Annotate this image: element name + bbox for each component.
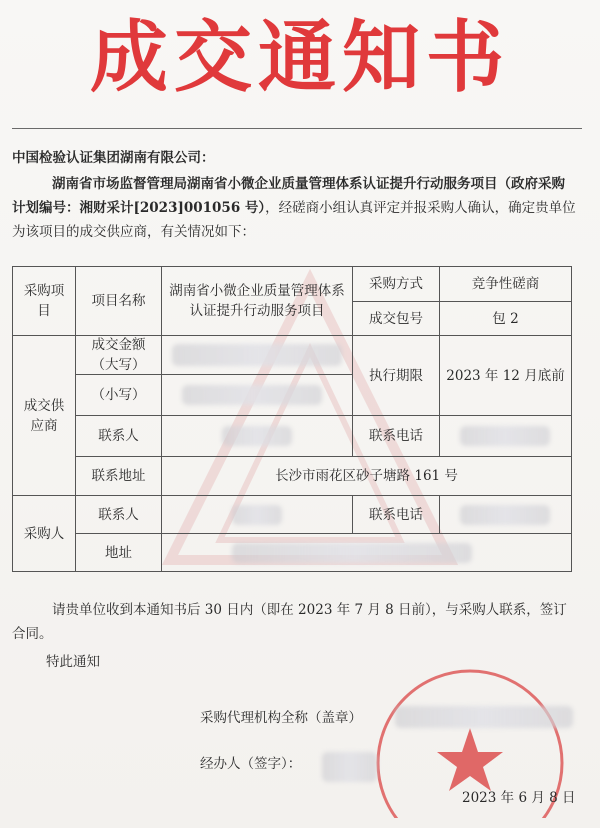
agency-name-redacted xyxy=(395,706,573,728)
addressee: 中国检验认证集团湖南有限公司： xyxy=(12,150,215,166)
address-value: 长沙市雨花区砂子塘路 161 号 xyxy=(161,456,572,496)
supplier-contact-label: 联系人 xyxy=(75,415,162,457)
purchaser-phone-label: 联系电话 xyxy=(352,495,440,534)
supplier-phone-value xyxy=(439,415,572,457)
package-label: 成交包号 xyxy=(352,301,440,336)
notice-paragraph: 请贵单位收到本通知书后 30 日内（即在 2023 年 7 月 8 日前），与采购人联系，签订合同。 xyxy=(12,602,567,642)
purchaser-phone-value xyxy=(439,495,572,534)
project-name-value: 湖南省小微企业质量管理体系认证提升行动服务项目 xyxy=(161,266,353,336)
amount-upper-value xyxy=(161,335,353,375)
amount-lower-value xyxy=(161,374,353,416)
period-value: 2023 年 12 月底前 xyxy=(439,335,572,416)
handler-signature-redacted xyxy=(322,752,377,782)
supplier-phone-label: 联系电话 xyxy=(352,415,440,457)
supplier-contact-value xyxy=(161,415,353,457)
supplier-label: 成交供应商 xyxy=(12,335,76,496)
package-value: 包 2 xyxy=(439,301,572,336)
purchaser-contact-label: 联系人 xyxy=(75,495,162,534)
purchase-project-label: 采购项目 xyxy=(12,266,76,336)
issue-date: 2023 年 6 月 8 日 xyxy=(462,790,576,806)
closing-text: 特此通知 xyxy=(46,654,100,670)
method-label: 采购方式 xyxy=(352,266,440,302)
period-label: 执行期限 xyxy=(352,335,440,416)
method-value: 竞争性磋商 xyxy=(439,266,572,302)
purchaser-label: 采购人 xyxy=(12,495,76,572)
page-title: 成交通知书 xyxy=(89,13,510,103)
agency-label: 采购代理机构全称（盖章） xyxy=(200,710,362,726)
project-name-label: 项目名称 xyxy=(75,266,162,336)
award-table xyxy=(12,266,572,572)
amount-upper-label: 成交金额（大写） xyxy=(75,335,162,375)
address-label: 联系地址 xyxy=(75,456,162,496)
intro-rest: ，经磋商小组认真评定并报采购人确认，确定贵单位为该项目的成交供应商，有关情况如下： xyxy=(12,200,576,240)
amount-lower-label: （小写） xyxy=(75,374,162,416)
title-divider xyxy=(12,128,582,129)
purchaser-contact-value xyxy=(161,495,353,534)
handler-label: 经办人（签字）： xyxy=(200,756,302,772)
intro-paragraph xyxy=(12,172,578,244)
purchaser-address-label: 地址 xyxy=(75,533,162,572)
purchaser-address-value xyxy=(161,533,572,572)
intro-project-name: 湖南省市场监督管理局湖南省小微企业质量管理体系认证提升行动服务项目（政府采购计划编号：湘财采计[2023]001056 号） xyxy=(12,176,565,216)
